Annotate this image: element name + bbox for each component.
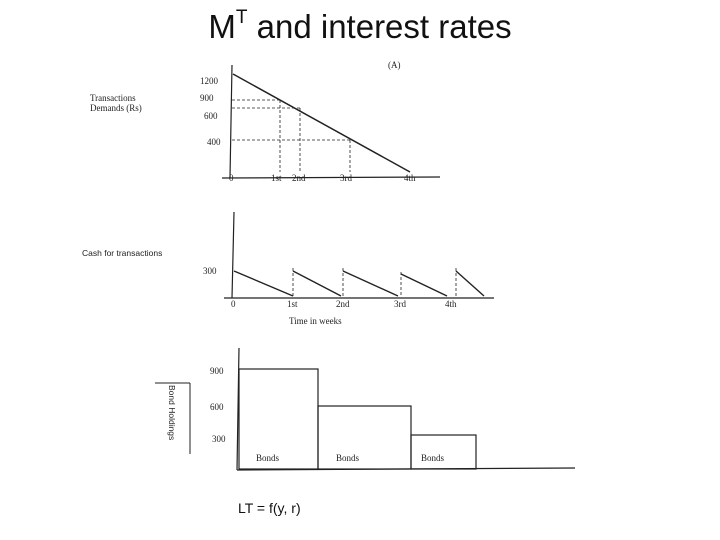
panel-b-xtick-3rd: 3rd — [394, 299, 406, 309]
panel-b-decline-1 — [234, 271, 293, 296]
panel-b-xlabel: Time in weeks — [289, 316, 342, 326]
panel-b — [224, 212, 494, 298]
panel-a-ylabel-1: Transactions — [90, 93, 136, 103]
panel-a-ytick-900: 900 — [200, 93, 214, 103]
panel-b-y-axis — [232, 212, 234, 298]
panel-b-xtick-4th: 4th — [445, 299, 457, 309]
panel-b-xtick-2nd: 2nd — [336, 299, 350, 309]
panel-a-ytick-400: 400 — [207, 137, 221, 147]
caption: LT = f(y, r) — [238, 500, 301, 516]
panel-b-decline-4 — [401, 274, 447, 296]
panel-a-xtick-3rd: 3rd — [340, 173, 352, 183]
panel-a-xtick-1st: 1st — [271, 173, 282, 183]
panel-c-ylabel: Bond Holdings — [167, 385, 177, 441]
panel-a-ytick-600: 600 — [204, 111, 218, 121]
panel-a-ytick-1200: 1200 — [200, 76, 218, 86]
panel-b-xtick-0: 0 — [231, 299, 236, 309]
panel-a-demand-line — [233, 74, 410, 172]
panel-a-ylabel-2: Demands (Rs) — [90, 103, 142, 113]
panel-b-xtick-1st: 1st — [287, 299, 298, 309]
panel-a — [222, 65, 440, 178]
panel-b-ylabel: Cash for transactions — [82, 248, 163, 258]
panel-c-bar-1-label: Bonds — [256, 453, 280, 463]
panel-a-xtick-4th: 4th — [404, 173, 416, 183]
panel-c-bar-2 — [318, 406, 411, 469]
panel-c-bar-3 — [411, 435, 476, 469]
panel-c-bar-2-label: Bonds — [336, 453, 360, 463]
slide-title: $M^T$ and interest rates — [208, 7, 512, 45]
panel-b-ytick-300: 300 — [203, 266, 217, 276]
panel-a-label: (A) — [388, 60, 401, 70]
panel-a-y-axis — [230, 65, 232, 178]
panel-b-decline-2 — [293, 271, 341, 296]
panel-a-xtick-2nd: 2nd — [292, 173, 306, 183]
panel-c-ytick-600: 600 — [210, 402, 224, 412]
panel-b-decline-5 — [456, 271, 484, 296]
panel-c-ytick-300: 300 — [212, 434, 226, 444]
panel-a-xtick-0: 0 — [229, 173, 234, 183]
panel-c-ytick-900: 900 — [210, 366, 224, 376]
panel-c-bar-3-label: Bonds — [421, 453, 445, 463]
panel-b-decline-3 — [343, 271, 398, 296]
